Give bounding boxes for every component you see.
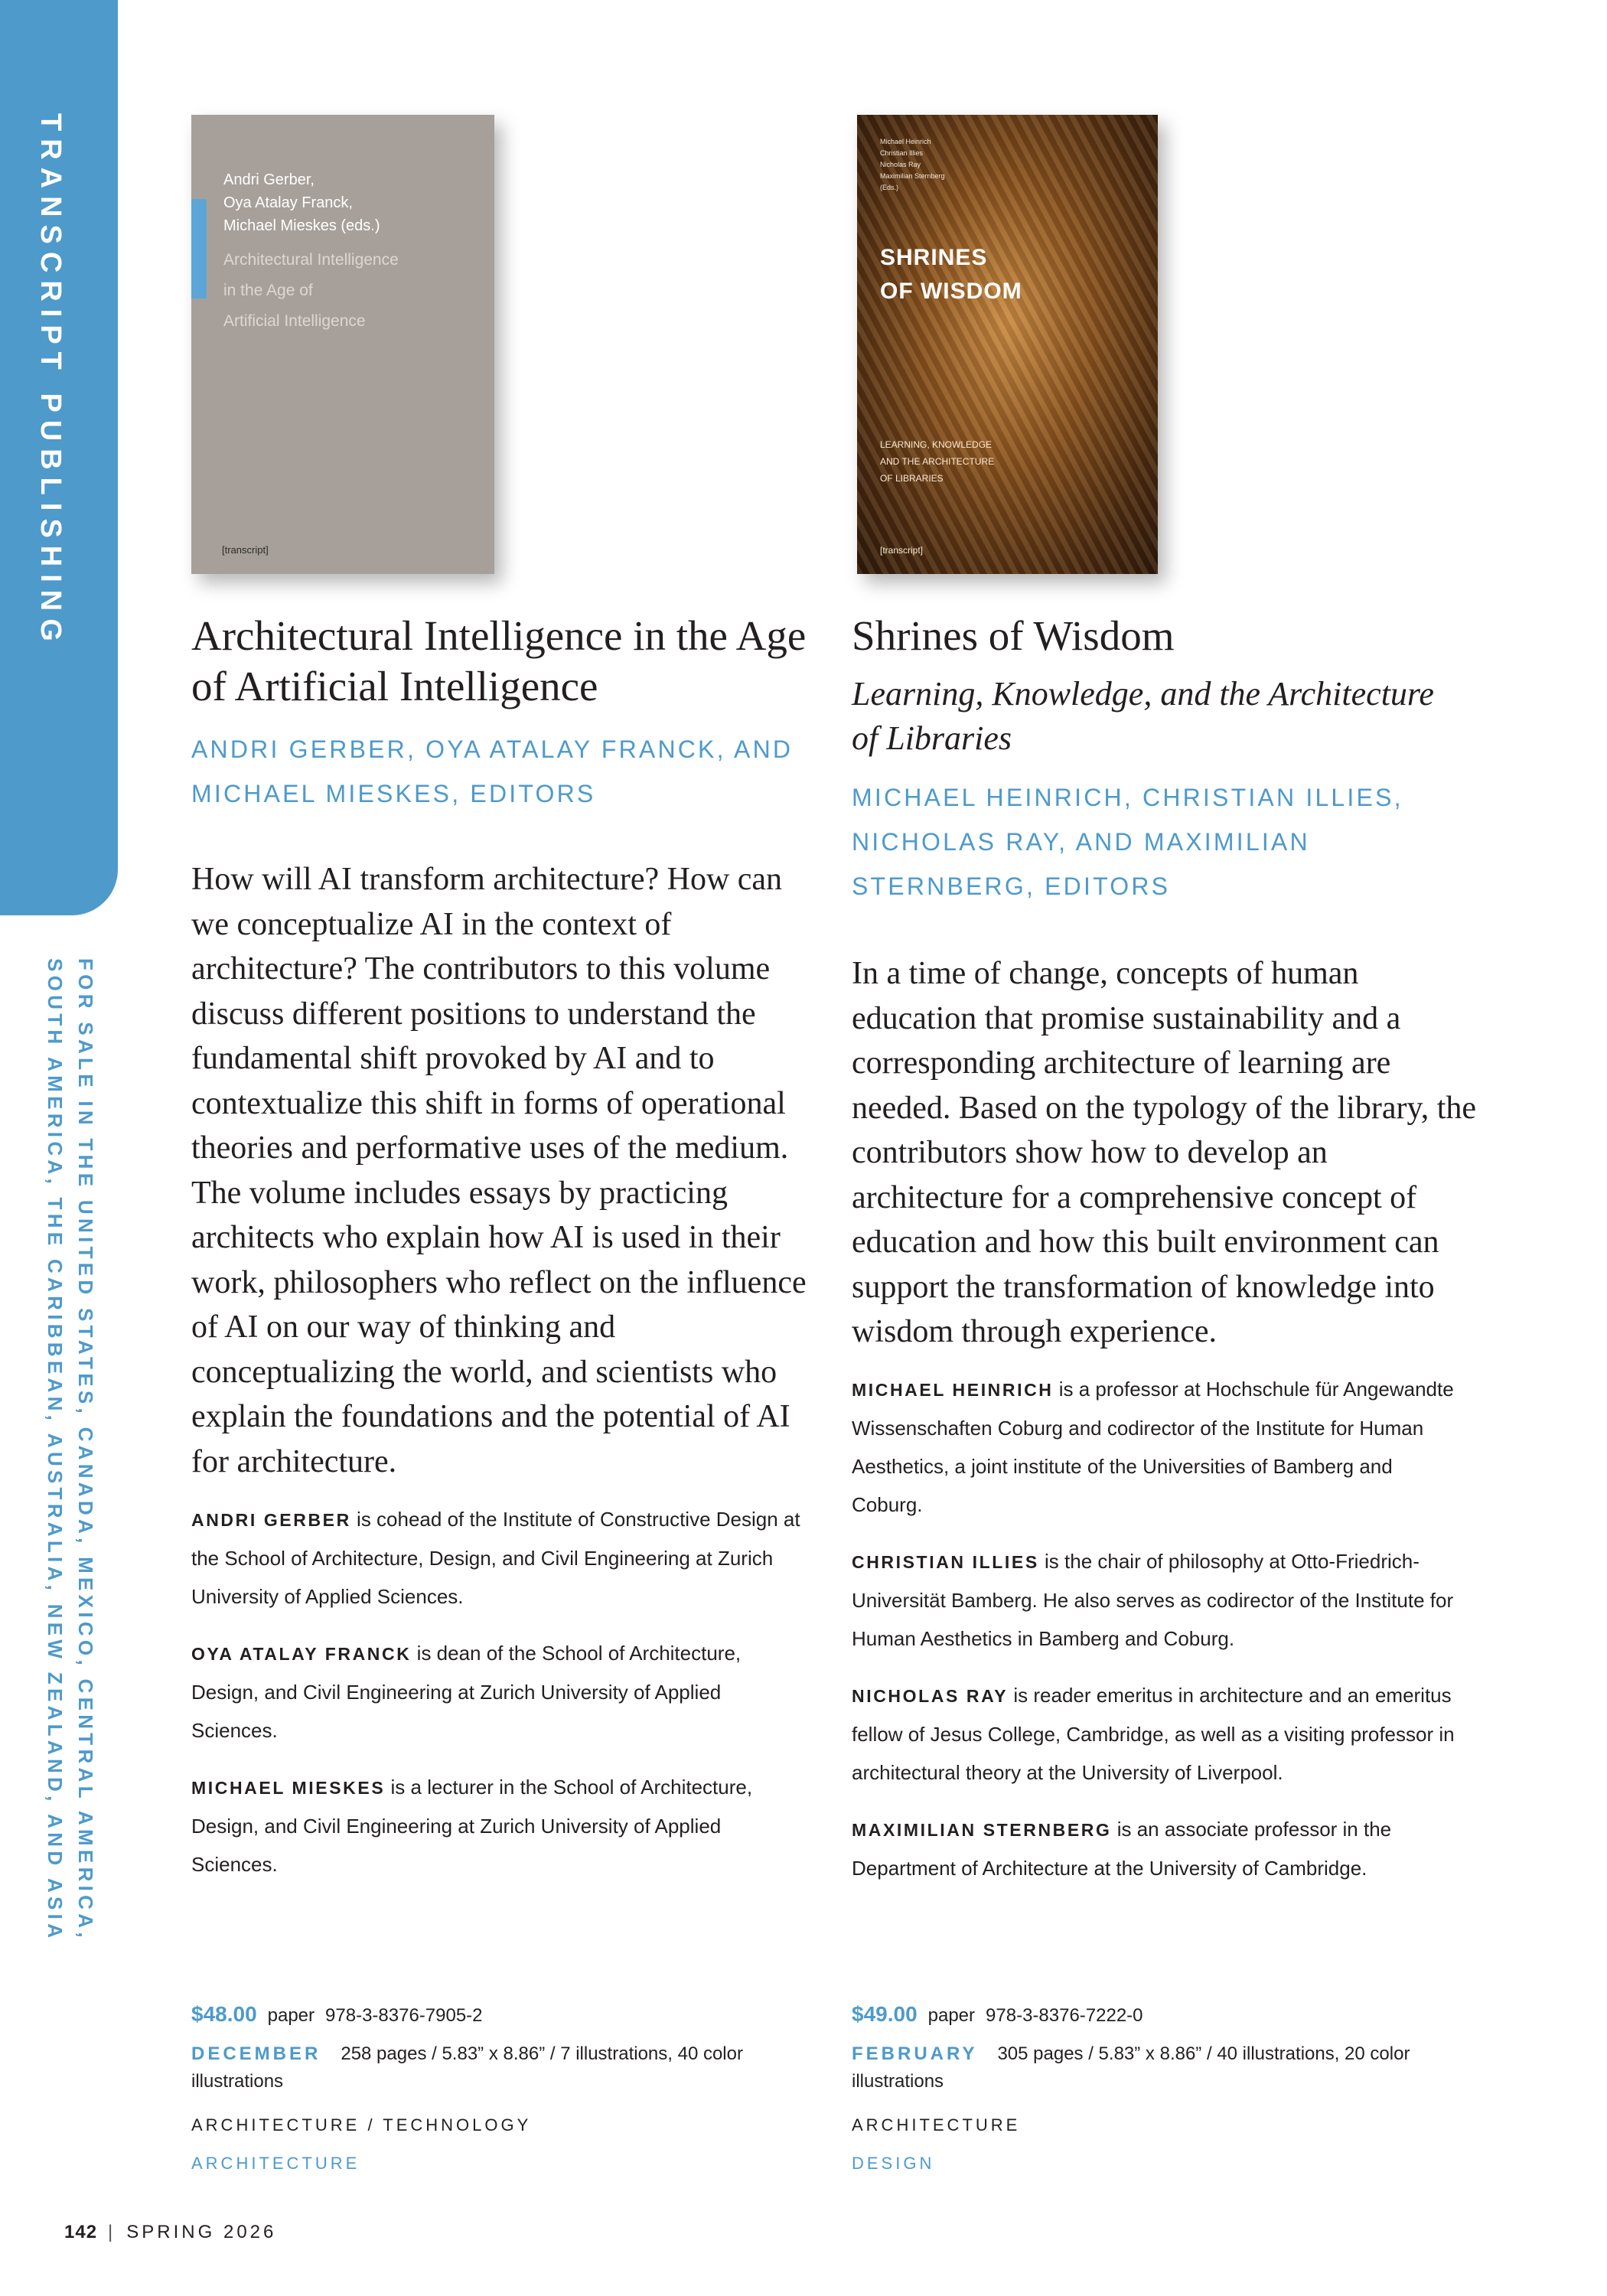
cover-subtitle: LEARNING, KNOWLEDGE AND THE ARCHITECTURE OF LIBRARIES (880, 439, 995, 484)
editor-bios (191, 1500, 804, 1902)
spec-line (191, 2040, 819, 2095)
subject-category-secondary: DESIGN (852, 2154, 935, 2173)
binding-type: paper (927, 2005, 976, 2026)
editor-bio-text: is dean of the School of Architecture, Design, and Civil Engineering at Zurich University of Applied Sciences. (191, 1642, 742, 1742)
price: $48.00 (191, 2002, 257, 2026)
cover-authors: Andri Gerber, Oya Atalay Franck, Michael Mieskes (eds.) (223, 171, 380, 234)
page-number: 142 (64, 2222, 98, 2242)
editor-bio-text: is a professor at Hochschule für Angewandte Wissenschaften Coburg and codirector of the Institute for Human Aesthetics, a joint institute of the Universities of Bamberg and Coburg. (852, 1378, 1454, 1516)
page-footer (64, 2222, 276, 2243)
price-line (191, 1999, 819, 2031)
editor-bios (852, 1370, 1464, 1906)
cover-spine-label (191, 199, 207, 298)
editor-bio-name: MICHAEL HEINRICH (852, 1380, 1054, 1400)
editor-bio (852, 1810, 1464, 1887)
sales-territory-line-1: FOR SALE IN THE UNITED STATES, CANADA, MEXICO, CENTRAL AMERICA, (74, 958, 97, 1942)
editor-bio-text: is cohead of the Institute of Constructive Design at the School of Architecture, Design, and Civil Engineering at Zurich University of Applied Sciences. (191, 1508, 800, 1608)
binding-type: paper (267, 2005, 315, 2026)
pricing-block (852, 1999, 1479, 2177)
subject-category: ARCHITECTURE / TECHNOLOGY (191, 2115, 532, 2135)
book-cover-1 (191, 115, 494, 574)
book-cover-2 (857, 115, 1158, 574)
editor-bio-name: OYA ATALAY FRANCK (191, 1644, 412, 1664)
editor-bio (852, 1542, 1464, 1658)
subject-category: ARCHITECTURE (852, 2115, 1021, 2135)
release-month: DECEMBER (191, 2043, 321, 2064)
book-title: Architectural Intelligence in the Age of Artificial Intelligence (191, 612, 807, 709)
isbn: 978-3-8376-7905-2 (325, 2005, 483, 2026)
editor-bio (852, 1676, 1464, 1792)
cover-title-line: Artificial Intelligence (223, 312, 366, 330)
price-line (852, 1999, 1479, 2031)
editor-bio-name: MICHAEL MIESKES (191, 1778, 386, 1798)
release-month: FEBRUARY (852, 2043, 978, 2064)
editor-bio-name: ANDRI GERBER (191, 1510, 351, 1530)
editor-bio (852, 1370, 1464, 1524)
publisher-name: TRANSCRIPT PUBLISHING (34, 113, 67, 649)
editor-bio-name: NICHOLAS RAY (852, 1686, 1009, 1706)
book-editors: MICHAEL HEINRICH, CHRISTIAN ILLIES, NICHOLAS RAY, AND MAXIMILIAN STERNBERG, EDITORS (852, 784, 1403, 900)
subject-category-secondary: ARCHITECTURE (191, 2154, 360, 2173)
cover-title-line: in the Age of (223, 282, 313, 299)
isbn: 978-3-8376-7222-0 (986, 2005, 1143, 2026)
editor-bio-text: is a lecturer in the School of Architecture, Design, and Civil Engineering at Zurich University of Applied Sciences. (191, 1776, 753, 1876)
cover-publisher-logo: [transcript] (222, 544, 269, 556)
editor-bio (191, 1500, 804, 1616)
book-subtitle: Learning, Knowledge, and the Architecture of Libraries (852, 675, 1434, 757)
editor-bio-name: MAXIMILIAN STERNBERG (852, 1820, 1112, 1840)
book-editors: ANDRI GERBER, OYA ATALAY FRANCK, AND MICHAEL MIESKES, EDITORS (191, 735, 794, 807)
pricing-block (191, 1999, 819, 2177)
spec-line (852, 2040, 1479, 2095)
cover-authors: Michael Heinrich Christian Illies Nicholas Ray Maximilian Sternberg (Eds.) (880, 138, 945, 191)
catalog-season: SPRING 2026 (126, 2222, 277, 2242)
editor-bio-name: CHRISTIAN ILLIES (852, 1552, 1039, 1572)
cover-publisher-logo: [transcript] (880, 545, 924, 556)
book-description: In a time of change, concepts of human education that promise sustainability and a corresponding architecture of learning are needed. Based on the typology of the library, the contributors show how to develop an architecture for a comprehensive concept of education and how this built environment can support the transformation of knowledge into wisdom through experience. (852, 956, 1477, 1349)
editor-bio (191, 1634, 804, 1750)
editor-bio (191, 1768, 804, 1883)
editor-bio-text: is reader emeritus in architecture and an emeritus fellow of Jesus College, Cambridge, as well as a visiting professor in architectural theory at the University of Liverpool. (852, 1684, 1455, 1784)
editor-bio-text: is an associate professor in the Department of Architecture at the University of Cambridge. (852, 1818, 1392, 1880)
sales-territory-note (40, 958, 101, 1942)
cover-title: SHRINES OF WISDOM (880, 245, 1022, 304)
price: $49.00 (852, 2002, 918, 2026)
editor-bio-text: is the chair of philosophy at Otto-Friedrich-Universität Bamberg. He also serves as codirector of the Institute for Human Aesthetics in Bamberg and Coburg. (852, 1550, 1454, 1650)
book-title: Shrines of Wisdom (852, 612, 1175, 659)
book-specs: 305 pages / 5.83” x 8.86” / 40 illustrations, 20 color illustrations (852, 2043, 1410, 2092)
sales-territory-line-2: SOUTH AMERICA, THE CARIBBEAN, AUSTRALIA, NEW ZEALAND, AND ASIA (44, 958, 67, 1942)
book-description: How will AI transform architecture? How can we conceptualize AI in the context of architecture? The contributors to this volume discuss different positions to understand the fundamental shift provoked by AI and to contextualize this shift in forms of operational theories and performative uses of the medium. The volume includes essays by practicing architects who explain how AI is used in their work, philosophers who reflect on the influence of AI on our way of thinking and conceptualizing the world, and scientists who explain the foundations and the potential of AI for architecture. (191, 862, 807, 1479)
footer-separator: | (108, 2222, 116, 2242)
cover-title (223, 245, 399, 337)
publisher-side-tab (0, 0, 118, 915)
cover-title-line: Architectural Intelligence (223, 251, 399, 269)
book-specs: 258 pages / 5.83” x 8.86” / 7 illustrations, 40 color illustrations (191, 2043, 743, 2092)
